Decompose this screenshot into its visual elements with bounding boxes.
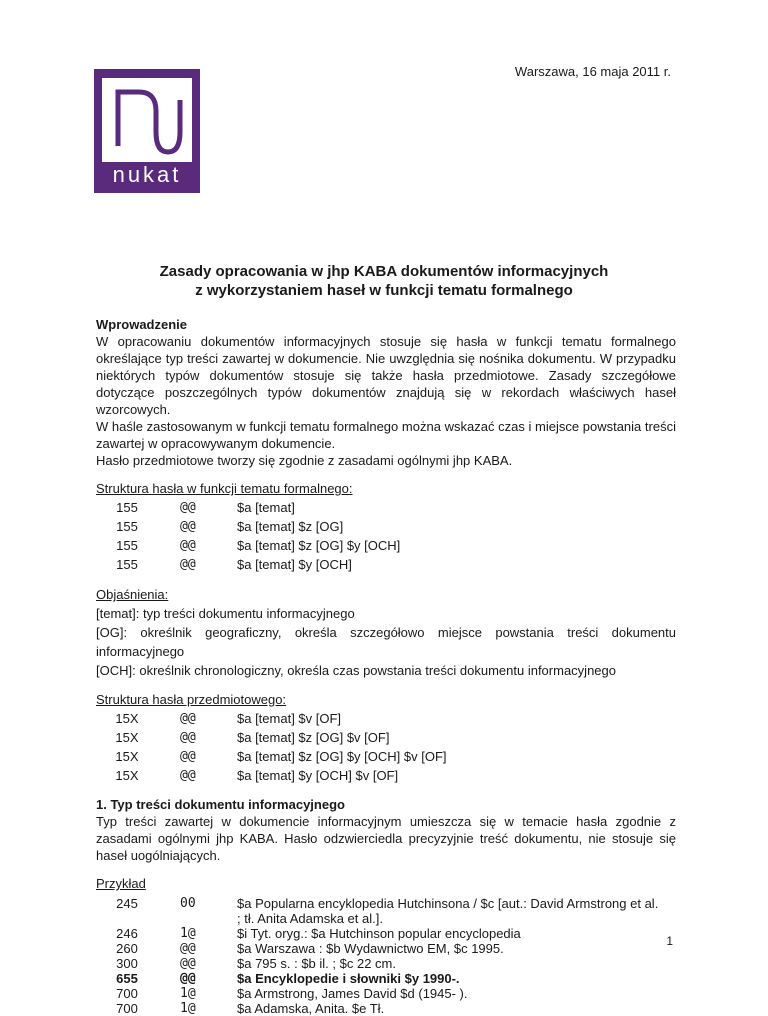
table-row: 246 1@ $i Tyt. oryg.: $a Hutchinson popular encyclopedia bbox=[116, 926, 521, 941]
struct1-table bbox=[96, 498, 400, 574]
explain-line-3: [OCH]: określnik chronologiczny, określa czas powstania treści dokumentu informacyjnego bbox=[96, 663, 616, 678]
document-body bbox=[96, 316, 676, 1016]
document-title bbox=[60, 262, 708, 300]
table-row: 700 1@ $a Adamska, Anita. $e Tł. bbox=[116, 1001, 385, 1016]
logo-glyph bbox=[102, 78, 192, 162]
table-row: 15X @@ $a [temat] $z [OG] $v [OF] bbox=[115, 730, 390, 745]
table-row: 15X @@ $a [temat] $v [OF] bbox=[115, 711, 342, 726]
title-line-1: Zasady opracowania w jhp KABA dokumentów informacyjnych bbox=[159, 263, 609, 280]
table-row: 700 1@ $a Armstrong, James David $d (1945- ). bbox=[116, 986, 468, 1001]
struct2-heading: Struktura hasła przedmiotowego: bbox=[96, 692, 287, 707]
example-table bbox=[96, 896, 658, 1016]
date-line: Warszawa, 16 maja 2011 r. bbox=[514, 64, 671, 79]
struct1-heading: Struktura hasła w funkcji tematu formalnego: bbox=[96, 481, 353, 496]
explain-line-1: [temat]: typ treści dokumentu informacyjnego bbox=[96, 606, 355, 621]
section1-heading: 1. Typ treści dokumentu informacyjnego bbox=[96, 797, 345, 812]
table-row: 260 @@ $a Warszawa : $b Wydawnictwo EM, $c 1995. bbox=[116, 941, 504, 956]
nu-logo-icon bbox=[102, 78, 192, 162]
explain-heading: Objaśnienia: bbox=[96, 587, 169, 602]
intro-paragraph-2: W haśle zastosowanym w funkcji tematu formalnego można wskazać czas i miejsce powstania treści zawartej w opracowywanym dokumencie. bbox=[96, 419, 676, 451]
intro-heading: Wprowadzenie bbox=[96, 317, 188, 332]
intro-paragraph-1: W opracowaniu dokumentów informacyjnych stosuje się hasła w funkcji tematu formalnego określające typ treści zawartej w dokumencie. Nie uwzględnia się nośnika dokumentu. W przypadku niektórych typów dokumentów stosuje się także hasła przedmiotowe. Zasady szczegółowe dotyczące poszczególnych typów dokumentów znajdują się w rekordach właściwych haseł wzorcowych. bbox=[96, 334, 676, 417]
table-row: 15X @@ $a [temat] $y [OCH] $v [OF] bbox=[115, 768, 399, 783]
table-row: 155 @@ $a [temat] $z [OG] $y [OCH] bbox=[116, 538, 401, 553]
logo-text: nukat bbox=[112, 162, 182, 187]
struct2-table bbox=[96, 709, 447, 785]
table-row-highlighted: 655 @@ $a Encyklopedie i słowniki $y 1990-. bbox=[116, 971, 460, 986]
table-row: 155 @@ $a [temat] $z [OG] bbox=[116, 519, 344, 534]
section1-paragraph: Typ treści zawartej w dokumencie informacyjnym umieszcza się w temacie hasła zgodnie z zasadami ogólnymi jhp KABA. Hasło odzwierciedla precyzyjnie treść dokumentu, nie stosuje się haseł uogólniających. bbox=[96, 814, 676, 863]
page-number: 1 bbox=[666, 934, 673, 948]
table-row: 300 @@ $a 795 s. : $b il. ; $c 22 cm. bbox=[116, 956, 396, 971]
example-heading: Przykład bbox=[96, 876, 146, 891]
table-row: 245 00 $a Popularna encyklopedia Hutchinsona / $c [aut.: David Armstrong et al. ; tł. Anita Adamska et al.]. bbox=[116, 896, 659, 926]
table-row: 15X @@ $a [temat] $z [OG] $y [OCH] $v [OF] bbox=[115, 749, 447, 764]
table-row: 155 @@ $a [temat] bbox=[116, 500, 295, 515]
explain-line-2: [OG]: określnik geograficzny, określa szczegółowo miejsce powstania treści dokumentu informacyjnego bbox=[96, 625, 676, 659]
table-row: 155 @@ $a [temat] $y [OCH] bbox=[116, 557, 352, 572]
nukat-logo bbox=[94, 69, 200, 193]
intro-paragraph-3: Hasło przedmiotowe tworzy się zgodnie z zasadami ogólnymi jhp KABA. bbox=[96, 453, 513, 468]
title-line-2: z wykorzystaniem haseł w funkcji tematu formalnego bbox=[195, 282, 573, 299]
